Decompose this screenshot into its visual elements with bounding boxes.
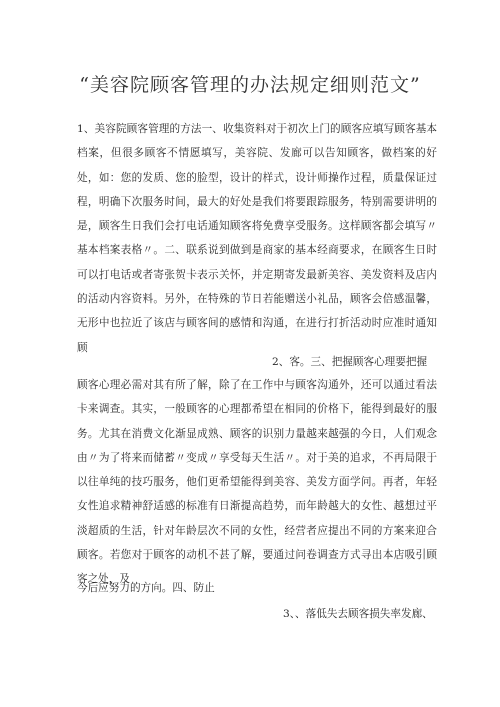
- paragraph-4: 3、、落低失去顾客损失率发廊、: [283, 608, 433, 620]
- page-title: “美容院顾客管理的办法规定细则范文”: [79, 74, 421, 96]
- paragraph-2-heading: 2、客。三、把握顾客心理要把握: [272, 356, 428, 368]
- paragraph-3: 今后应努力的方向。四、防止: [77, 582, 215, 594]
- paragraph-2: 顾客心理必需对其有所了解，除了在工作中与顾客沟通外，还可以通过看法卡来调查。其实，一般顾客的心理都希望在相同的价格下，能得到最好的服务。尤其在消费文化渐显成熟、顾客的识别力量越来越强的今日，人们观念由〃为了将来而储蓄〃变成〃享受每天生活〃。对于美的追求，不再局限于以往单纯的技巧服务，他们更希望能得到美容、美发方面学问。再者，年轻女性追求精神舒适感的标准有日渐提高趋势，而年龄越大的女性、越想过平淡超质的生活，针对年龄层次不同的女性，经营者应提出不同的方案来迎合顾客。若您对于顾客的动机不甚了解，要通过问卷调查方式寻出本店吸引顾客之处，及: [77, 379, 437, 586]
- paragraph-1: 1、美容院顾客管理的方法一、收集资料对于初次上门的顾客应填写顾客基本档案，但很多顾客不情愿填写，美容院、发廊可以告知顾客，做档案的好处，如：您的发质、您的脸型，设计的样式，设计师操作过程，质量保证过程，明确下次服务时间，最大的好处是我们将要跟踪服务，特别需要讲明的是，顾客生日我们会打电话通知顾客将免费享受服务。这样顾客都会填写〃基本档案表格〃。二、联系说到做到是商家的基本经商要求，在顾客生日时可以打电话或者寄张贺卡表示关怀，并定期寄发最新美容、美发资料及店内的活动内容资料。另外，在特殊的节日若能赠送小礼品，顾客会倍感温馨，无形中也拉近了该店与顾客间的感情和沟通，在进行打折活动时应准时通知顾: [77, 123, 437, 354]
